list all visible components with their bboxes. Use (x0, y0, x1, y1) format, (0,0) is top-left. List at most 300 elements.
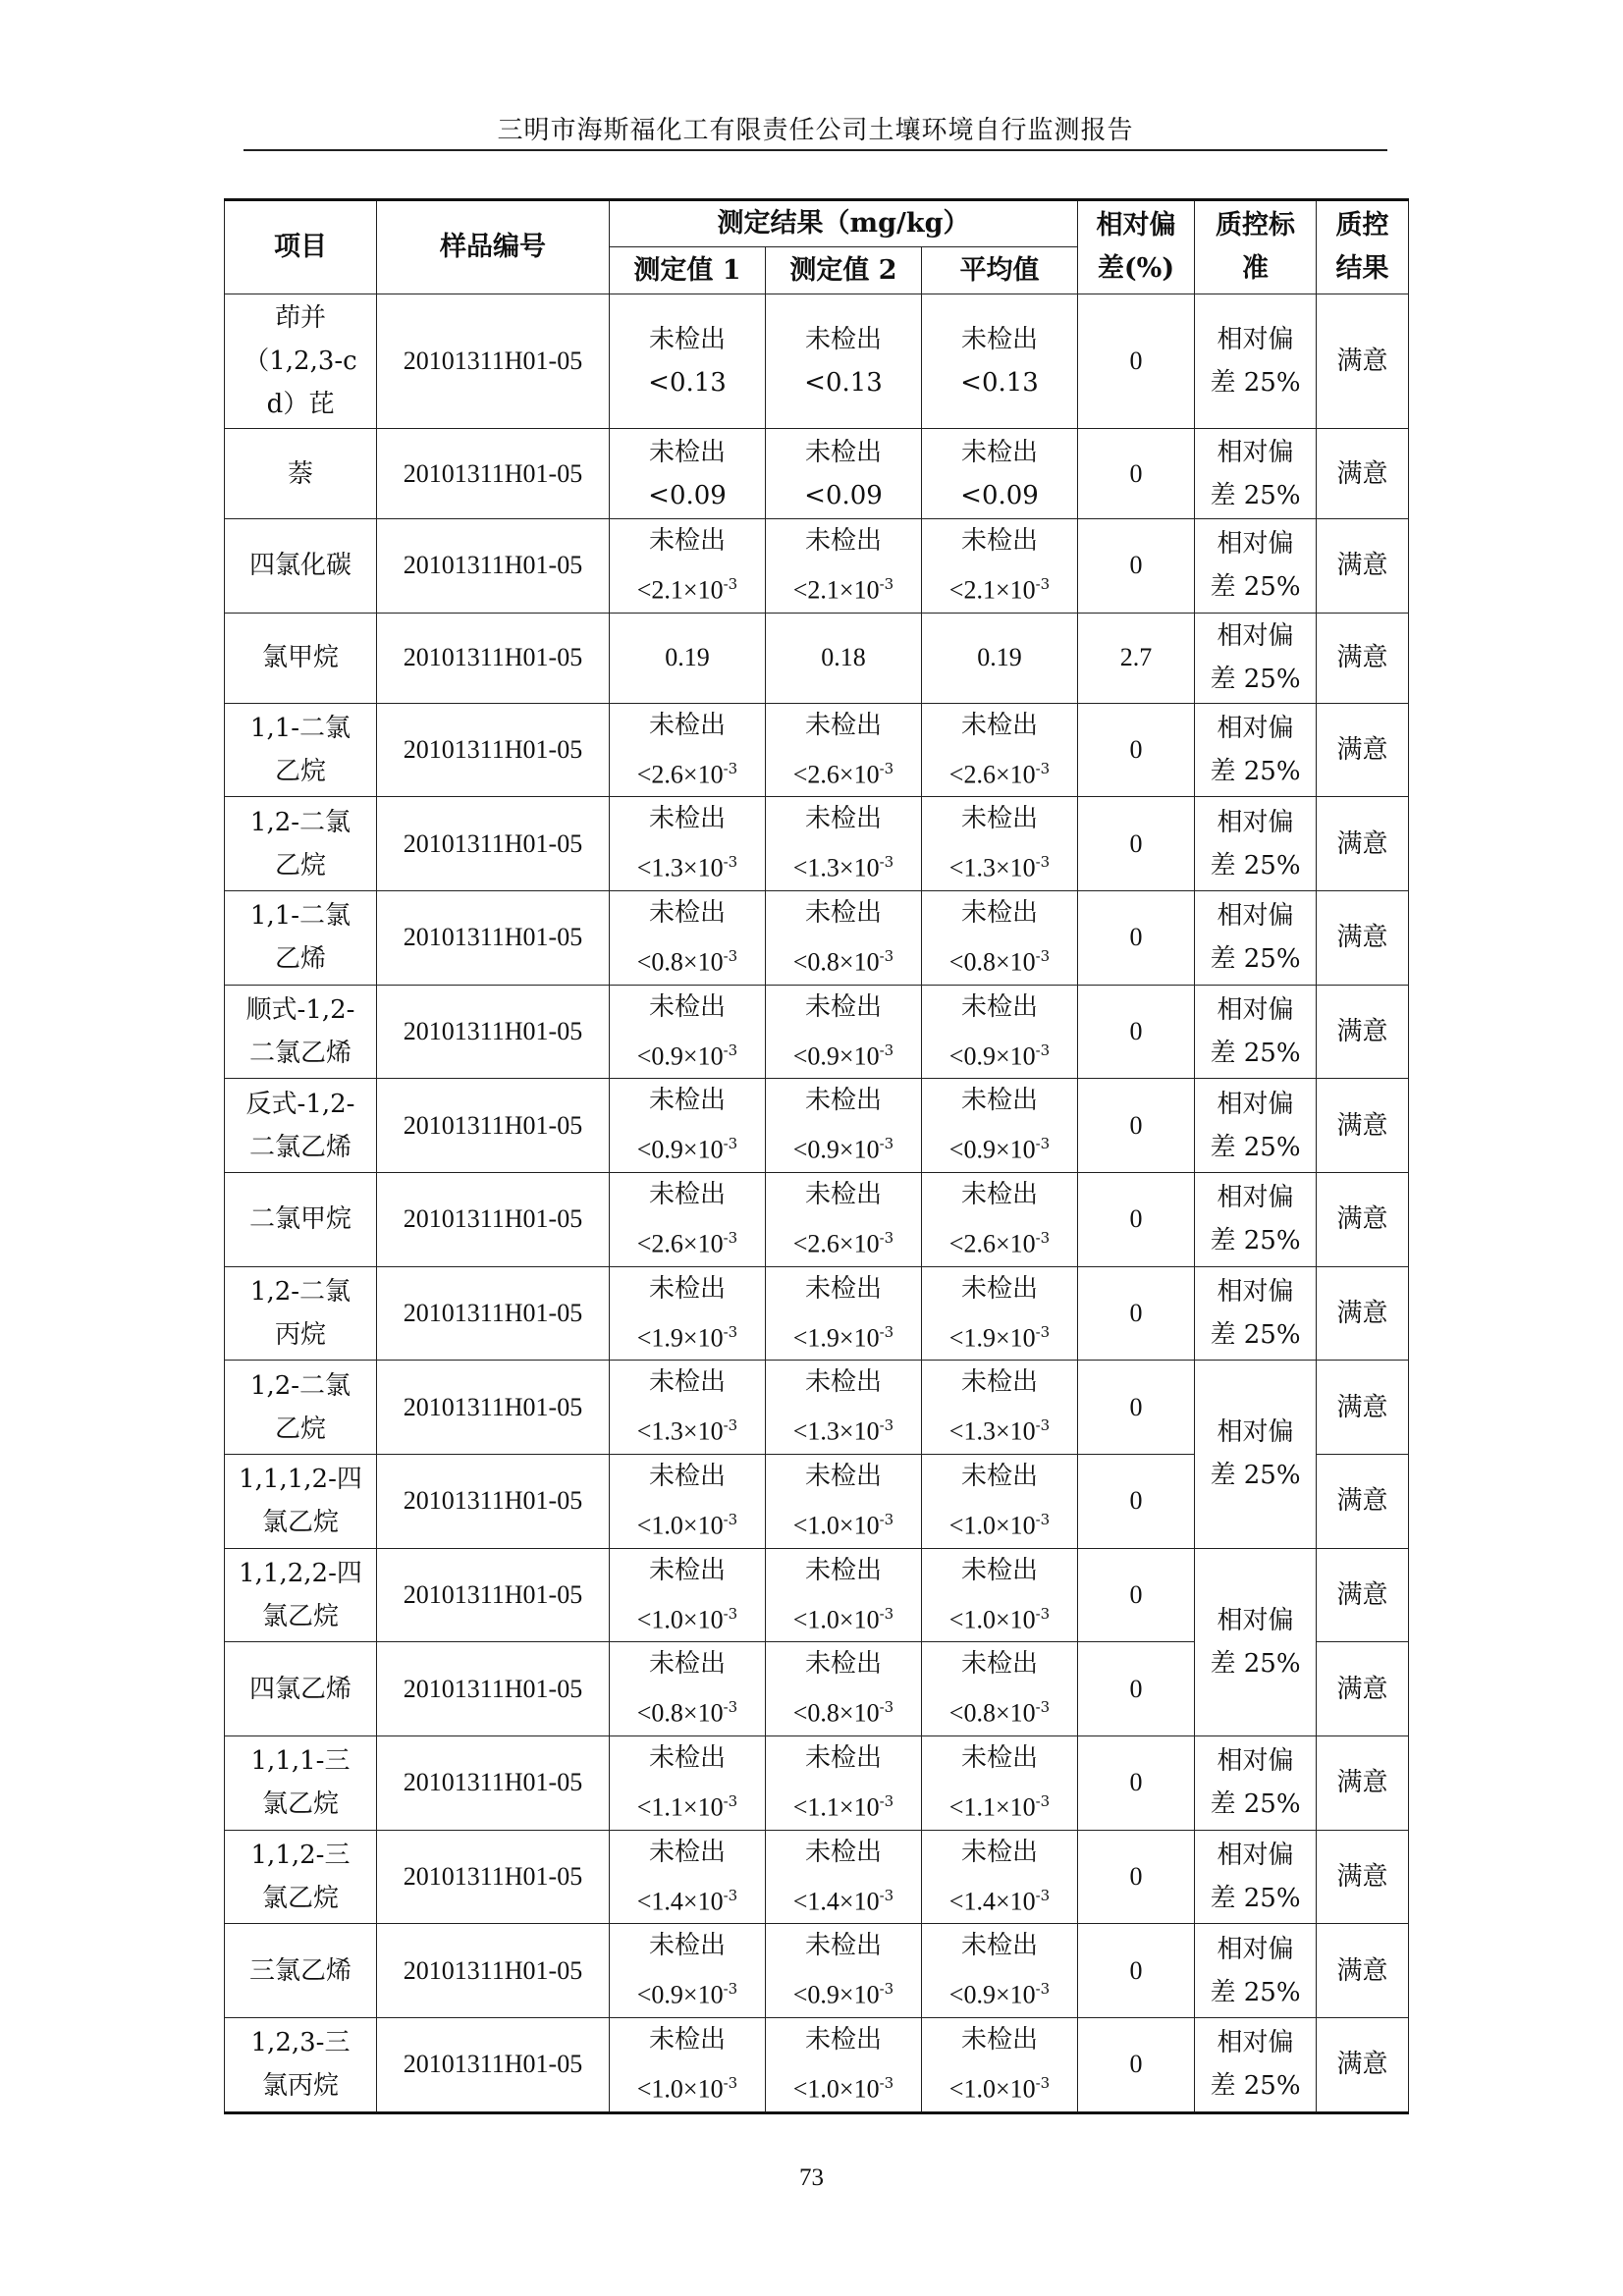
cell-v2 (766, 1079, 922, 1173)
value-status: 未检出 (648, 1086, 726, 1116)
value-limit (924, 934, 1075, 985)
value-limit (924, 1122, 1075, 1172)
cell-relative-deviation: 0 (1078, 294, 1195, 429)
name-line: 茚并 (274, 303, 326, 333)
cell-v2: 0.18 (766, 613, 922, 703)
value-status: 未检出 (804, 1086, 882, 1116)
header-item: 项目 (225, 200, 377, 294)
standard-line: 相对偏 (1217, 529, 1294, 560)
cell-sample-id: 20101311H01-05 (377, 890, 610, 985)
value-status: 未检出 (648, 710, 726, 740)
value-limit (924, 1498, 1075, 1548)
value-limit (924, 747, 1075, 797)
cell-item-name (225, 985, 377, 1079)
cell-qc-result: 满意 (1317, 429, 1409, 519)
name-line: 氯乙烷 (261, 1508, 339, 1538)
cell-item-name (225, 1266, 377, 1361)
value-limit-exponent: -3 (1035, 1791, 1051, 1810)
cell-qc-standard (1195, 1735, 1317, 1830)
value-limit (768, 1216, 919, 1266)
value-limit (924, 1780, 1075, 1830)
value-limit-exponent: -3 (1035, 1604, 1051, 1623)
value-limit-exponent: -3 (879, 1041, 894, 1059)
cell-average (922, 797, 1078, 891)
standard-line: 差 25% (1210, 1132, 1301, 1162)
value-limit (612, 1874, 763, 1924)
table-row (225, 1361, 1409, 1455)
value-status: 未检出 (961, 804, 1039, 834)
cell-qc-result: 满意 (1317, 1454, 1409, 1548)
value-limit (612, 1592, 763, 1642)
cell-average (922, 1454, 1078, 1548)
value-limit-mantissa: <1.1×10 (792, 1792, 880, 1822)
header-relative-deviation-line1: 相对偏 (1096, 210, 1176, 240)
cell-item-name (225, 797, 377, 891)
cell-v1 (610, 1830, 766, 1924)
value-status: 未检出 (804, 991, 882, 1022)
cell-qc-result: 满意 (1317, 294, 1409, 429)
value-limit-mantissa: <2.6×10 (948, 1229, 1036, 1258)
cell-qc-result: 满意 (1317, 1924, 1409, 2018)
value-limit (768, 1967, 919, 2017)
value-status: 未检出 (961, 1837, 1039, 1867)
value-limit-exponent: -3 (723, 1322, 738, 1341)
value-limit (768, 747, 919, 797)
cell-qc-result: 满意 (1317, 519, 1409, 614)
value-limit (612, 1310, 763, 1361)
name-line: （1,2,3-c (243, 347, 357, 376)
cell-relative-deviation: 0 (1078, 1830, 1195, 1924)
value-limit-exponent: -3 (879, 1228, 894, 1247)
value-limit-exponent: -3 (723, 1135, 738, 1153)
cell-qc-result: 满意 (1317, 613, 1409, 703)
value-limit-mantissa: <2.6×10 (792, 760, 880, 789)
value-status: 未检出 (961, 1742, 1039, 1773)
cell-relative-deviation: 0 (1078, 703, 1195, 797)
value-limit-exponent: -3 (879, 1791, 894, 1810)
value-status: 未检出 (804, 1273, 882, 1304)
value-status: 未检出 (804, 1461, 882, 1491)
value-limit (612, 1685, 763, 1735)
cell-item-name (225, 1172, 377, 1266)
cell-v2 (766, 2017, 922, 2112)
cell-qc-standard (1195, 519, 1317, 614)
standard-line: 差 25% (1210, 2071, 1301, 2102)
value-limit (924, 1874, 1075, 1924)
cell-relative-deviation: 0 (1078, 890, 1195, 985)
standard-line: 差 25% (1210, 1461, 1301, 1491)
cell-relative-deviation: 0 (1078, 1361, 1195, 1455)
cell-item-name (225, 1361, 377, 1455)
cell-qc-result: 满意 (1317, 797, 1409, 891)
value-limit-mantissa: <0.9×10 (948, 1980, 1036, 2009)
value-limit-exponent: -3 (879, 1698, 894, 1717)
value-status: 未检出 (804, 1179, 882, 1209)
cell-v1 (610, 1642, 766, 1736)
standard-line: 相对偏 (1217, 1746, 1294, 1777)
value-limit (924, 1404, 1075, 1454)
value-limit-mantissa: <1.4×10 (948, 1887, 1036, 1916)
value-status: 未检出 (961, 1179, 1039, 1209)
value-status: 未检出 (648, 526, 726, 556)
cell-qc-result: 满意 (1317, 1172, 1409, 1266)
cell-v1: 0.19 (610, 613, 766, 703)
value-limit (924, 1685, 1075, 1735)
standard-line: 相对偏 (1217, 437, 1294, 467)
header-sample-id: 样品编号 (377, 200, 610, 294)
standard-line: 相对偏 (1217, 1934, 1294, 1964)
value-status: 未检出 (648, 1367, 726, 1398)
table-row (225, 429, 1409, 519)
qc-results-table (224, 198, 1409, 2114)
cell-qc-result: 满意 (1317, 890, 1409, 985)
standard-line: 相对偏 (1217, 325, 1294, 354)
cell-sample-id: 20101311H01-05 (377, 1830, 610, 1924)
value-limit-exponent: -3 (1035, 1228, 1051, 1247)
value-limit-mantissa: <2.6×10 (636, 1229, 724, 1258)
cell-average (922, 1361, 1078, 1455)
value-status: 未检出 (804, 804, 882, 834)
cell-sample-id: 20101311H01-05 (377, 1548, 610, 1642)
value-status: 未检出 (961, 991, 1039, 1022)
value-limit (768, 934, 919, 985)
value-limit-exponent: -3 (879, 946, 894, 965)
value-limit-exponent: -3 (723, 1041, 738, 1059)
cell-sample-id: 20101311H01-05 (377, 1172, 610, 1266)
cell-qc-result: 满意 (1317, 1079, 1409, 1173)
value-limit-mantissa: <0.9×10 (636, 1135, 724, 1164)
value-limit-mantissa: <1.9×10 (792, 1323, 880, 1353)
cell-qc-result: 满意 (1317, 2017, 1409, 2112)
cell-relative-deviation: 0 (1078, 797, 1195, 891)
cell-sample-id: 20101311H01-05 (377, 1361, 610, 1455)
value-limit-exponent: -3 (1035, 853, 1051, 872)
value-limit-mantissa: <2.6×10 (948, 760, 1036, 789)
value-status: 未检出 (648, 804, 726, 834)
value-limit (768, 1592, 919, 1642)
value-limit-exponent: -3 (1035, 1980, 1051, 1999)
name-line: 萘 (287, 458, 313, 489)
value-limit-exponent: -3 (879, 1604, 894, 1623)
header-relative-deviation (1078, 200, 1195, 294)
standard-line: 差 25% (1210, 665, 1301, 695)
standard-line: 差 25% (1210, 1883, 1301, 1913)
header-qc-standard-line2: 准 (1242, 253, 1270, 284)
value-limit (768, 1685, 919, 1735)
cell-qc-standard (1195, 1924, 1317, 2018)
name-line: 四氯乙烯 (248, 1674, 352, 1704)
name-line: 1,2,3-三 (250, 2028, 351, 2058)
value-limit-mantissa: <1.3×10 (792, 1416, 880, 1446)
value-limit-exponent: -3 (1035, 946, 1051, 965)
value-limit (768, 1310, 919, 1361)
value-limit-exponent: -3 (723, 1604, 738, 1623)
value-limit-exponent: -3 (879, 853, 894, 872)
cell-sample-id: 20101311H01-05 (377, 1454, 610, 1548)
value-limit (768, 1029, 919, 1079)
cell-v1 (610, 2017, 766, 2112)
value-line: <0.13 (960, 368, 1039, 398)
cell-average (922, 1266, 1078, 1361)
cell-qc-standard (1195, 2017, 1317, 2112)
value-limit (768, 1780, 919, 1830)
cell-average (922, 1079, 1078, 1173)
cell-qc-result: 满意 (1317, 1361, 1409, 1455)
cell-average (922, 890, 1078, 985)
value-limit-exponent: -3 (723, 575, 738, 593)
value-limit-exponent: -3 (723, 1510, 738, 1528)
value-limit-exponent: -3 (723, 1698, 738, 1717)
cell-sample-id: 20101311H01-05 (377, 519, 610, 614)
cell-relative-deviation: 0 (1078, 985, 1195, 1079)
name-line: 丙烷 (274, 1319, 326, 1350)
cell-average (922, 1924, 1078, 2018)
standard-line: 相对偏 (1217, 1089, 1294, 1119)
header-qc-result-line2: 结果 (1335, 253, 1389, 284)
cell-item-name (225, 1079, 377, 1173)
cell-average (922, 519, 1078, 614)
value-line: <0.13 (648, 368, 727, 398)
cell-average (922, 1830, 1078, 1924)
name-line: 乙烯 (274, 944, 326, 975)
value-limit-exponent: -3 (1035, 1510, 1051, 1528)
value-status: 未检出 (961, 2024, 1039, 2055)
cell-relative-deviation: 0 (1078, 1735, 1195, 1830)
table-row (225, 890, 1409, 985)
name-line: 氯乙烷 (261, 1601, 339, 1631)
value-status: 未检出 (804, 710, 882, 740)
value-limit-mantissa: <1.9×10 (948, 1323, 1036, 1353)
table-row (225, 703, 1409, 797)
value-limit (612, 934, 763, 985)
cell-item-name (225, 1830, 377, 1924)
value-limit (612, 1967, 763, 2017)
value-status: 未检出 (961, 710, 1039, 740)
value-limit-mantissa: <1.4×10 (636, 1887, 724, 1916)
value-limit (768, 2061, 919, 2111)
cell-relative-deviation: 0 (1078, 1079, 1195, 1173)
value-limit-mantissa: <0.8×10 (792, 947, 880, 977)
cell-qc-standard (1195, 1266, 1317, 1361)
value-limit (612, 1404, 763, 1454)
cell-v2 (766, 703, 922, 797)
name-line: 1,1-二氯 (249, 901, 352, 932)
cell-item-name (225, 1642, 377, 1736)
value-status: 未检出 (804, 2024, 882, 2055)
cell-average (922, 2017, 1078, 2112)
value-limit (768, 1498, 919, 1548)
value-limit-mantissa: <1.0×10 (636, 1511, 724, 1540)
cell-item-name (225, 1735, 377, 1830)
cell-v1 (610, 1172, 766, 1266)
value-limit (612, 1780, 763, 1830)
standard-line: 相对偏 (1217, 1276, 1294, 1307)
cell-v1 (610, 294, 766, 429)
value-limit-mantissa: <1.0×10 (636, 1605, 724, 1634)
header-value1: 测定值 1 (610, 247, 766, 294)
cell-v1 (610, 1361, 766, 1455)
standard-line: 差 25% (1210, 850, 1301, 881)
value-limit-exponent: -3 (879, 1980, 894, 1999)
value-limit (612, 1216, 763, 1266)
value-limit (924, 1310, 1075, 1361)
cell-v2 (766, 1642, 922, 1736)
value-status: 未检出 (961, 526, 1039, 556)
cell-average (922, 1172, 1078, 1266)
value-status: 未检出 (648, 897, 726, 928)
value-limit-exponent: -3 (723, 1228, 738, 1247)
cell-v2 (766, 1361, 922, 1455)
cell-sample-id: 20101311H01-05 (377, 1642, 610, 1736)
name-line: 三氯乙烯 (248, 1955, 352, 1986)
value-status: 未检出 (648, 1555, 726, 1585)
value-limit-exponent: -3 (723, 1416, 738, 1435)
value-limit-exponent: -3 (879, 759, 894, 777)
cell-relative-deviation: 0 (1078, 1642, 1195, 1736)
value-limit-exponent: -3 (879, 1510, 894, 1528)
value-limit-exponent: -3 (879, 2073, 894, 2092)
value-limit-exponent: -3 (879, 1886, 894, 1904)
cell-sample-id: 20101311H01-05 (377, 429, 610, 519)
cell-sample-id: 20101311H01-05 (377, 703, 610, 797)
value-line: 未检出 (648, 437, 726, 467)
cell-v2 (766, 429, 922, 519)
cell-item-name (225, 2017, 377, 2112)
cell-qc-standard (1195, 429, 1317, 519)
value-status: 未检出 (804, 1837, 882, 1867)
name-line: 氯丙烷 (261, 2071, 339, 2102)
value-limit (768, 1404, 919, 1454)
standard-line: 差 25% (1210, 572, 1301, 603)
value-limit-mantissa: <1.3×10 (948, 1416, 1036, 1446)
value-limit-exponent: -3 (1035, 575, 1051, 593)
value-limit-exponent: -3 (723, 2073, 738, 2092)
table-row (225, 613, 1409, 703)
standard-line: 相对偏 (1217, 713, 1294, 743)
name-line: d）芘 (266, 390, 335, 419)
value-limit (612, 840, 763, 890)
value-limit (924, 1592, 1075, 1642)
standard-line: 差 25% (1210, 1038, 1301, 1068)
standard-line: 差 25% (1210, 480, 1301, 510)
value-line: 未检出 (804, 325, 882, 354)
value-status: 未检出 (804, 897, 882, 928)
value-line: 未检出 (804, 437, 882, 467)
value-status: 未检出 (648, 2024, 726, 2055)
cell-v1 (610, 1735, 766, 1830)
value-limit-mantissa: <0.9×10 (948, 1135, 1036, 1164)
cell-qc-standard (1195, 613, 1317, 703)
report-header-title: 三明市海斯福化工有限责任公司土壤环境自行监测报告 (497, 116, 1134, 145)
value-limit-mantissa: <0.9×10 (948, 1041, 1036, 1071)
cell-item-name (225, 703, 377, 797)
table-row (225, 1735, 1409, 1830)
value-limit-mantissa: <0.9×10 (792, 1980, 880, 2009)
standard-line: 差 25% (1210, 756, 1301, 786)
cell-relative-deviation: 0 (1078, 1548, 1195, 1642)
cell-sample-id: 20101311H01-05 (377, 797, 610, 891)
name-line: 1,2-二氯 (249, 807, 352, 837)
value-line: <0.13 (804, 368, 883, 398)
value-limit-mantissa: <2.6×10 (792, 1229, 880, 1258)
cell-qc-standard (1195, 890, 1317, 985)
value-limit (924, 840, 1075, 890)
cell-v1 (610, 1079, 766, 1173)
cell-relative-deviation: 0 (1078, 1924, 1195, 2018)
cell-qc-result: 满意 (1317, 703, 1409, 797)
standard-line: 相对偏 (1217, 994, 1294, 1025)
value-limit (924, 2061, 1075, 2111)
cell-v2 (766, 1548, 922, 1642)
cell-item-name (225, 519, 377, 614)
value-limit (768, 840, 919, 890)
cell-qc-standard (1195, 703, 1317, 797)
standard-line: 差 25% (1210, 1648, 1301, 1679)
value-status: 未检出 (648, 1179, 726, 1209)
cell-item-name (225, 429, 377, 519)
value-status: 未检出 (648, 1273, 726, 1304)
value-status: 未检出 (961, 1086, 1039, 1116)
value-limit-mantissa: <1.0×10 (792, 2074, 880, 2104)
table-row (225, 1266, 1409, 1361)
cell-v2 (766, 1735, 922, 1830)
name-line: 乙烷 (274, 850, 326, 881)
cell-qc-result: 满意 (1317, 1548, 1409, 1642)
cell-item-name (225, 1548, 377, 1642)
table-row (225, 1548, 1409, 1642)
value-status: 未检出 (804, 526, 882, 556)
name-line: 二氯乙烯 (248, 1038, 352, 1068)
value-status: 未检出 (648, 1837, 726, 1867)
cell-sample-id: 20101311H01-05 (377, 1735, 610, 1830)
cell-average (922, 1735, 1078, 1830)
cell-sample-id: 20101311H01-05 (377, 1924, 610, 2018)
name-line: 1,1,2-三 (250, 1840, 351, 1870)
value-status: 未检出 (961, 1367, 1039, 1398)
value-line: <0.09 (648, 480, 727, 510)
value-limit-mantissa: <0.9×10 (792, 1135, 880, 1164)
cell-item-name (225, 613, 377, 703)
cell-v1 (610, 703, 766, 797)
standard-line: 相对偏 (1217, 1840, 1294, 1870)
value-limit-mantissa: <1.3×10 (792, 853, 880, 882)
cell-sample-id: 20101311H01-05 (377, 294, 610, 429)
standard-line: 相对偏 (1217, 1605, 1294, 1635)
value-limit (612, 1498, 763, 1548)
cell-v1 (610, 429, 766, 519)
cell-qc-result: 满意 (1317, 1735, 1409, 1830)
page-number: 73 (799, 2164, 824, 2191)
cell-v2 (766, 1266, 922, 1361)
value-limit (768, 562, 919, 613)
value-limit (612, 1122, 763, 1172)
value-limit-exponent: -3 (879, 1135, 894, 1153)
value-limit (612, 1029, 763, 1079)
name-line: 乙烷 (274, 756, 326, 786)
standard-line: 差 25% (1210, 368, 1301, 398)
value-limit-exponent: -3 (879, 1416, 894, 1435)
cell-v2 (766, 1924, 922, 2018)
value-limit-mantissa: <2.1×10 (792, 575, 880, 605)
standard-line: 相对偏 (1217, 901, 1294, 932)
value-limit-mantissa: <1.0×10 (948, 1511, 1036, 1540)
cell-qc-result: 满意 (1317, 1642, 1409, 1736)
value-limit-mantissa: <1.1×10 (636, 1792, 724, 1822)
cell-average: 0.19 (922, 613, 1078, 703)
value-limit-exponent: -3 (879, 575, 894, 593)
value-status: 未检出 (961, 1649, 1039, 1680)
header-qc-standard-line1: 质控标 (1216, 210, 1296, 240)
